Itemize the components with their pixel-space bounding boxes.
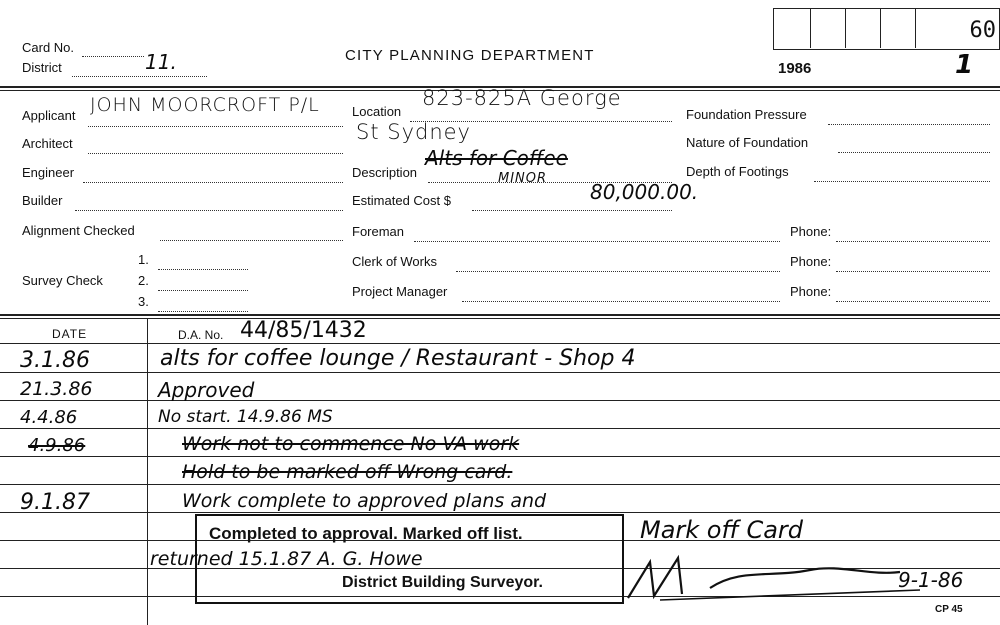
applicant-label: Applicant <box>22 108 76 123</box>
form-code: CP 45 <box>935 604 963 615</box>
log-text-struck: Hold to be marked off Wrong card. <box>182 461 513 483</box>
clerk-label: Clerk of Works <box>352 254 437 269</box>
log-date: 4.4.86 <box>20 407 78 428</box>
pm-line <box>462 287 780 302</box>
ruled-line <box>0 484 1000 485</box>
log-date: 21.3.86 <box>20 378 93 400</box>
description-added: MINOR <box>498 171 548 186</box>
ruled-line <box>0 400 1000 401</box>
da-value: 44/85/1432 <box>240 318 367 343</box>
log-text: Approved <box>158 378 255 402</box>
architect-line <box>88 139 343 154</box>
log-divider <box>0 314 1000 316</box>
builder-label: Builder <box>22 193 63 208</box>
builder-line <box>75 196 343 211</box>
survey-line-1 <box>158 255 248 270</box>
phone-line-3 <box>836 287 990 302</box>
district-value: 11. <box>145 50 177 74</box>
grid-divider <box>845 8 846 48</box>
engineer-label: Engineer <box>22 165 75 180</box>
phone-line-2 <box>836 257 990 272</box>
grid-divider <box>915 8 916 48</box>
card-no-field <box>82 42 144 57</box>
description-struck: Alts for Coffee <box>425 146 568 170</box>
ruled-line <box>0 428 1000 429</box>
stamp-line1: Completed to approval. Marked off list. <box>209 524 523 543</box>
foreman-line <box>414 227 780 242</box>
estimated-cost-value: 80,000.00. <box>590 180 699 204</box>
stamp-line2: District Building Surveyor. <box>342 574 543 591</box>
pm-label: Project Manager <box>352 284 448 299</box>
log-text: Work complete to approved plans and <box>182 490 547 512</box>
district-label: District <box>22 60 62 75</box>
survey-line-3 <box>158 297 248 312</box>
depth-footings-line <box>814 167 990 182</box>
card-no-label: Card No. <box>22 40 75 55</box>
survey-check-label: Survey Check <box>22 273 103 288</box>
log-date-struck: 4.9.86 <box>28 435 86 456</box>
log-text-struck: Work not to commence No VA work <box>182 433 520 455</box>
survey-item-3: 3. <box>138 294 149 309</box>
log-header-line <box>0 343 1000 344</box>
estimated-cost-label: Estimated Cost $ <box>352 193 451 208</box>
page-title: CITY PLANNING DEPARTMENT <box>345 47 595 64</box>
phone-label-1: Phone: <box>790 224 832 239</box>
location-line1: 823-825A George <box>422 86 622 110</box>
nature-foundation-line <box>838 138 990 153</box>
location-label: Location <box>352 104 402 119</box>
location-line2: St Sydney <box>356 120 471 144</box>
log-text: returned 15.1.87 A. G. Howe <box>150 548 423 570</box>
ruled-line <box>0 456 1000 457</box>
applicant-value: JOHN MOORCROFT P/L <box>90 94 320 116</box>
log-text: No start. 14.9.86 MS <box>158 407 333 427</box>
survey-line-2 <box>158 276 248 291</box>
foundation-pressure-line <box>828 110 990 125</box>
foreman-label: Foreman <box>352 224 405 239</box>
foundation-pressure-label: Foundation Pressure <box>686 107 807 122</box>
right-note-line1: Mark off Card <box>640 516 804 544</box>
engineer-line <box>83 168 343 183</box>
survey-item-2: 2. <box>138 273 149 288</box>
date-column-divider <box>147 318 148 625</box>
approval-stamp <box>195 514 624 604</box>
alignment-line <box>160 226 343 241</box>
phone-label-2: Phone: <box>790 254 832 269</box>
card-number: 60 <box>969 18 996 43</box>
date-header: DATE <box>52 327 88 341</box>
phone-label-3: Phone: <box>790 284 832 299</box>
year: 1986 <box>778 60 812 77</box>
survey-item-1: 1. <box>138 252 149 267</box>
clerk-line <box>456 257 780 272</box>
ruled-line <box>0 512 1000 513</box>
da-label: D.A. No. <box>178 328 224 342</box>
log-date: 9.1.87 <box>20 490 90 515</box>
log-text: alts for coffee lounge / Restaurant - Shop 4 <box>160 346 636 371</box>
alignment-label: Alignment Checked <box>22 223 135 238</box>
phone-line-1 <box>836 227 990 242</box>
nature-foundation-label: Nature of Foundation <box>686 135 809 150</box>
grid-divider <box>880 8 881 48</box>
sheet-number: 1 <box>955 50 974 80</box>
right-note-line2: 9-1-86 <box>898 568 964 592</box>
log-divider-thin <box>0 318 1000 319</box>
ruled-line <box>0 372 1000 373</box>
grid-divider <box>810 8 811 48</box>
depth-footings-label: Depth of Footings <box>686 164 789 179</box>
district-field <box>72 62 207 77</box>
architect-label: Architect <box>22 136 73 151</box>
log-date: 3.1.86 <box>20 348 90 373</box>
description-label: Description <box>352 165 418 180</box>
